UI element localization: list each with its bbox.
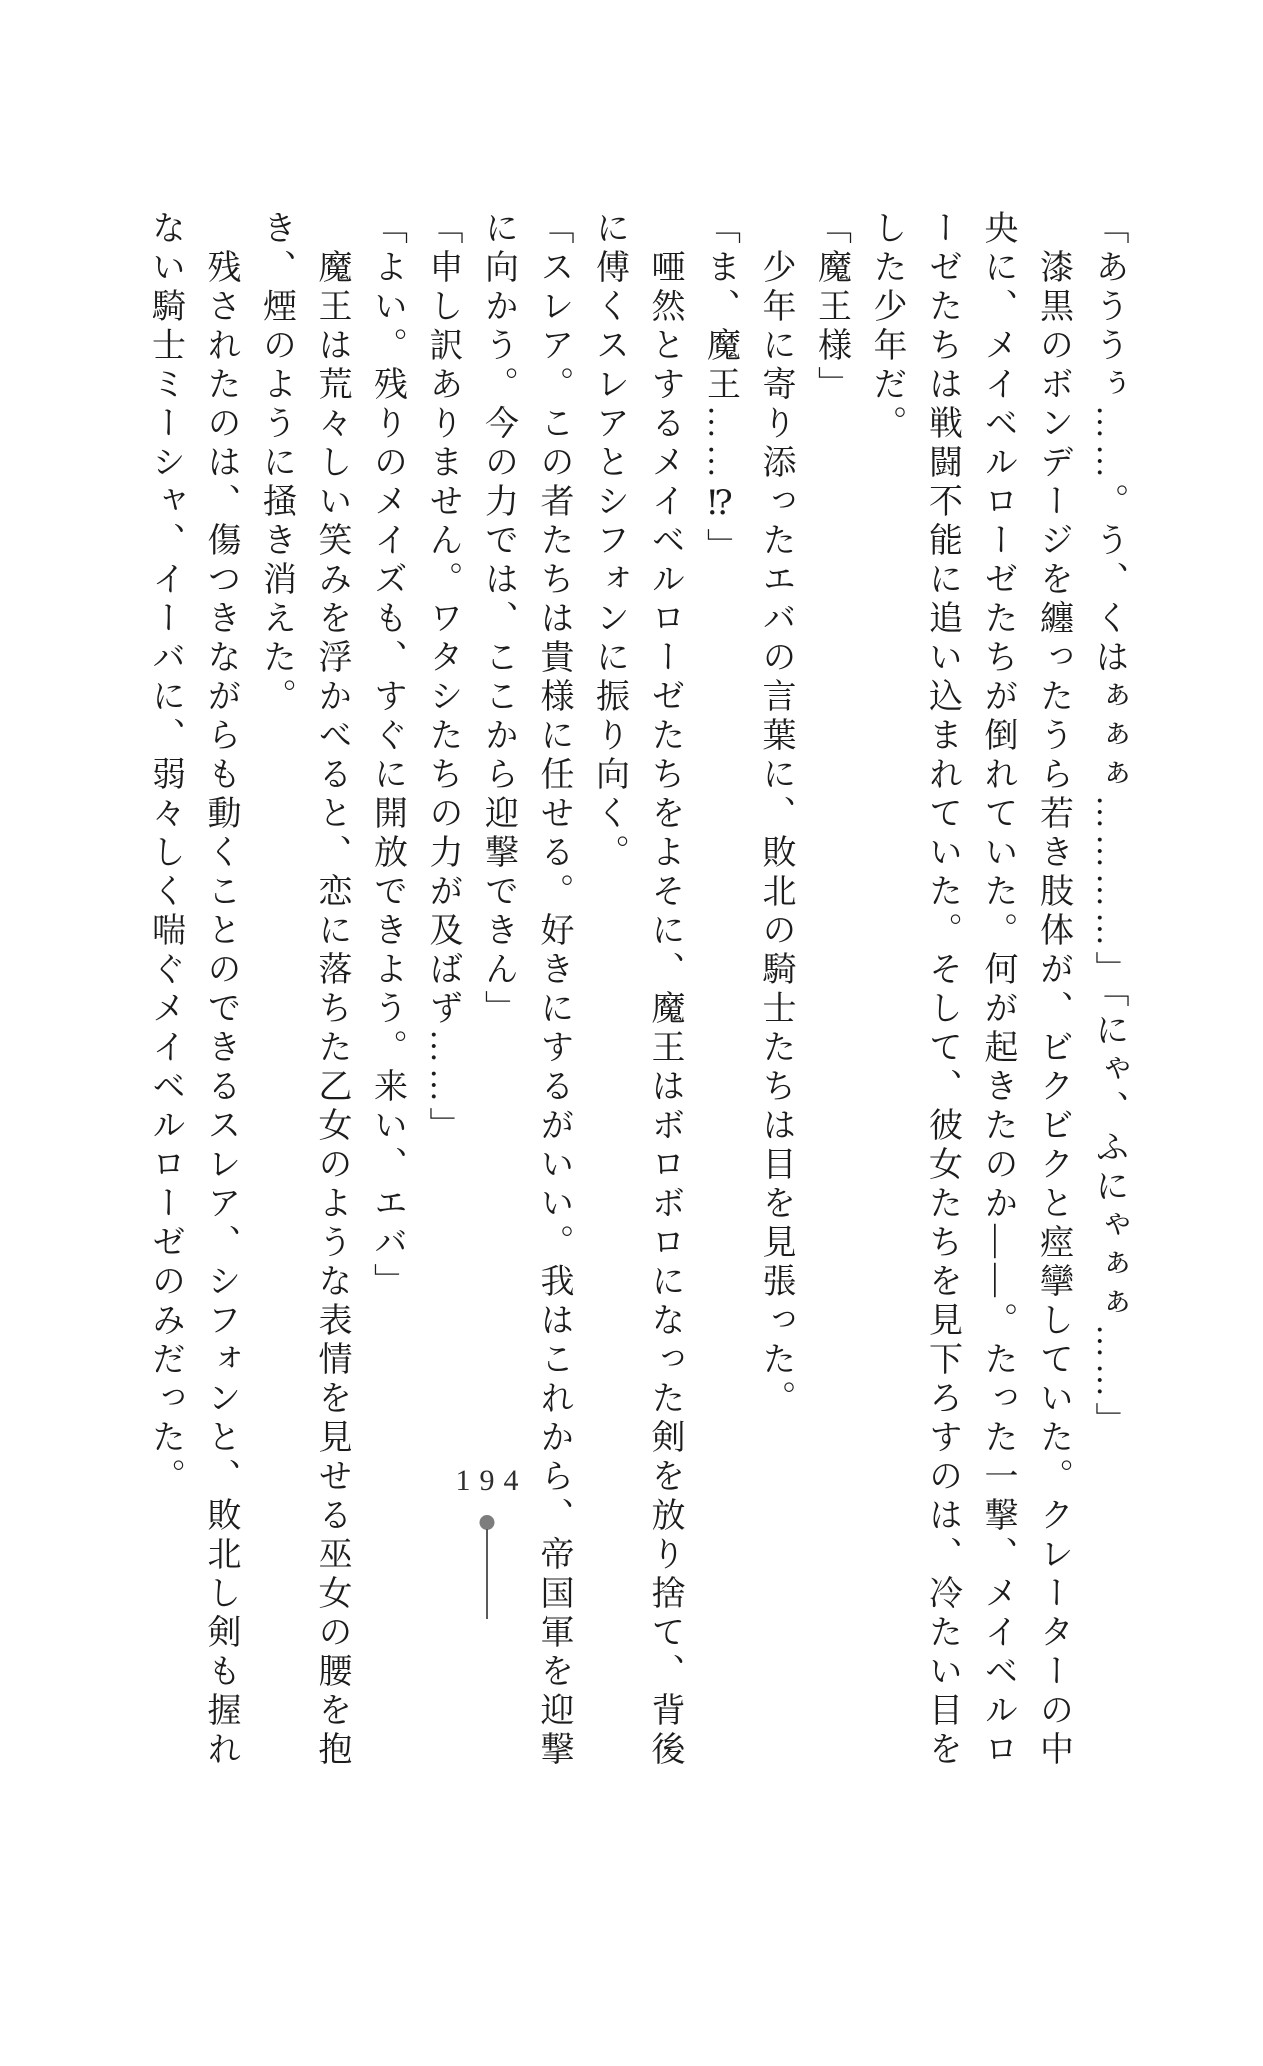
text-column: した少年だ。 bbox=[868, 210, 905, 444]
text-column: ーゼたちは戦闘不能に追い込まれていた。そして、彼女たちを見下ろすのは、冷たい目を bbox=[923, 210, 961, 1770]
text-column: に向かう。今の力では、ここから迎撃できん」 bbox=[479, 210, 517, 1029]
text-column: 少年に寄り添ったエバの言葉に、敗北の騎士たちは目を見張った。 bbox=[757, 210, 794, 1419]
text-column: 「スレア。この者たちは貴様に任せる。好きにするがいい。我はこれから、帝国軍を迎撃 bbox=[535, 210, 572, 1770]
text-column: 「よい。残りのメイズも、すぐに開放できよう。来い、エバ」 bbox=[368, 210, 406, 1302]
text-column: に傅くスレアとシフォンに振り向く。 bbox=[590, 210, 628, 873]
page-number: 194 bbox=[455, 1464, 528, 1497]
text-column: 漆黒のボンデージを纏ったうら若き肢体が、ビクビクと痙攣していた。クレーターの中 bbox=[1034, 210, 1072, 1770]
text-column: 魔王は荒々しい笑みを浮かべると、恋に落ちた乙女のような表情を見せる巫女の腰を抱 bbox=[313, 210, 350, 1770]
text-column: 「ま、魔王……⁉」 bbox=[701, 210, 739, 567]
text-column: 唖然とするメイベルローゼたちをよそに、魔王はボロボロになった剣を放り捨て、背後 bbox=[646, 210, 683, 1770]
text-column: き、煙のように掻き消えた。 bbox=[257, 210, 295, 717]
footer-dot-marker bbox=[480, 1515, 495, 1530]
text-column: 残されたのは、傷つきながらも動くことのできるスレア、シフォンと、敗北し剣も握れ bbox=[202, 210, 239, 1770]
vertical-text-block bbox=[137, 210, 1136, 1890]
text-column: 「魔王様」 bbox=[812, 210, 850, 405]
footer-stem-line bbox=[486, 1529, 488, 1619]
text-column: 「あううぅ……。う、くはぁぁぁ…………」「にゃ、ふにゃぁぁ……」 bbox=[1090, 210, 1127, 1441]
text-column: ない騎士ミーシャ、イーバに、弱々しく喘ぐメイベルローゼのみだった。 bbox=[146, 210, 184, 1497]
text-column: 「申し訳ありません。ワタシたちの力が及ばず……」 bbox=[424, 210, 461, 1146]
text-column: 央に、メイベルローゼたちが倒れていた。何が起きたのか――。たった一撃、メイベルロ bbox=[979, 210, 1016, 1770]
